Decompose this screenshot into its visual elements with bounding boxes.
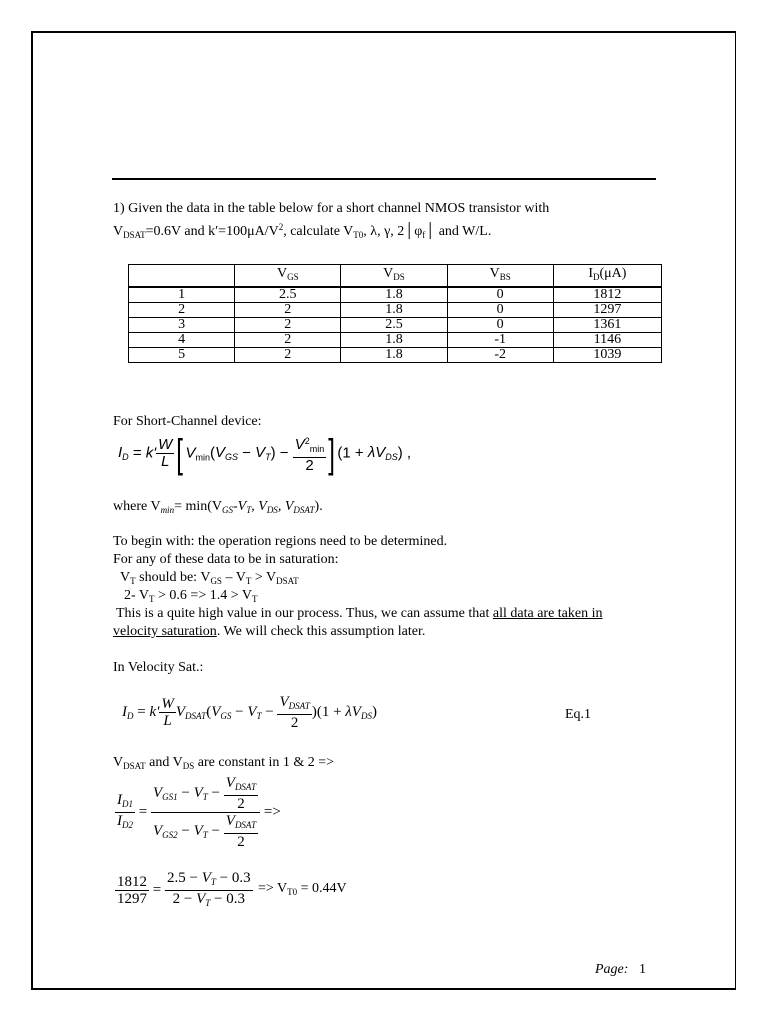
short-channel-equation: $I_D = k'$ $\frac{W}{L}$ [ $V_{min}(V_{GS} - V_T)$ − $\frac{V^2_{min}}{2}$ ] $(1 + \lambda V_{DS})$ , <box>118 431 412 476</box>
table-row <box>129 333 662 348</box>
ratio-equation: $\frac{I_{D1}}{I_{D2}}$ = $V_{GS1} - V_T$ − $\frac{V_{DSAT}}{2}$ $V_{GS2} - V_T$ − $\frac{V_{DSAT}}{2}$ => <box>117 775 281 850</box>
table-cell: 1.8 <box>341 333 447 348</box>
problem-line-1: 1) Given the data in the table below for a short channel NMOS transistor with <box>113 201 550 216</box>
table-cell: 5 <box>129 348 235 363</box>
page-number: 1 <box>638 962 646 977</box>
table-cell: 2.5 <box>235 287 341 303</box>
table-cell: 2 <box>235 303 341 318</box>
table-cell: 1.8 <box>341 287 447 303</box>
table-cell: 2 <box>235 333 341 348</box>
eq1-label: Eq.1 <box>565 707 592 722</box>
table-cell: -1 <box>447 333 553 348</box>
begin-line-1: To begin with: the operation regions need to be determined. <box>113 534 448 549</box>
begin-line-2: For any of these data to be in saturation: <box>113 552 339 567</box>
table-cell: 1.8 <box>341 303 447 318</box>
table-row <box>129 287 662 303</box>
table-cell: 1146 <box>553 333 661 348</box>
table-cell: 1 <box>129 287 235 303</box>
table-cell: 2 <box>235 318 341 333</box>
table-cell: 0 <box>447 287 553 303</box>
table-cell: 0 <box>447 318 553 333</box>
table-header-cell: $V_{DS}$ <box>341 265 447 288</box>
short-channel-heading: For Short-Channel device: <box>113 414 262 429</box>
header-rule <box>112 178 656 180</box>
table-cell: 2.5 <box>341 318 447 333</box>
page-footer: Page: 1 <box>595 962 646 977</box>
result-line: => $V_{T0} = 0.44V$ <box>258 881 347 897</box>
table-row <box>129 303 662 318</box>
table-cell: 2 <box>235 348 341 363</box>
begin-line-5: This is a quite high value in our process. Thus, we can assume that all data are taken in <box>116 606 603 621</box>
table-header-cell: $V_{BS}$ <box>447 265 553 288</box>
table-cell: 1.8 <box>341 348 447 363</box>
table-row <box>129 348 662 363</box>
begin-line-4: 2- $V_T > 0.6 => 1.4 > V_T$ <box>124 588 258 604</box>
begin-line-3: $V_T$ should be: $V_{GS} - V_T > V_{DSAT}$ <box>120 570 299 586</box>
velocity-sat-equation: $I_D = k'$ $\frac{W}{L}$ $V_{DSAT}(V_{GS} - V_T$ − $\frac{V_{DSAT}}{2}$ )$(1 + \lambda V_{DS})$ <box>122 694 377 731</box>
const-line: $V_{DSAT}$ and $V_{DS}$ are constant in 1 & 2 => <box>113 755 335 771</box>
where-line: where $V_{min}= \min(V_{GS}-V_T$, $V_{DS}$, $V_{DSAT}$). <box>113 499 323 515</box>
numeric-equation: $\frac{1812}{1297}$ = $\frac{2.5 - V_T - 0.3}{2 - V_T - 0.3}$ <box>117 870 251 908</box>
table-cell: 1039 <box>553 348 661 363</box>
problem-line-2: $V_{DSAT}=0.6V$ and $k'=100\mu A/V^2$, calculate $V_{T0}$, λ, γ, $2│\varphi_f│$ and W/L. <box>113 222 492 240</box>
data-table <box>128 264 662 363</box>
table-cell: 1812 <box>553 287 661 303</box>
table-cell: 4 <box>129 333 235 348</box>
table-header-cell: $I_D(\mu A)$ <box>553 265 661 288</box>
table-cell: 3 <box>129 318 235 333</box>
table-row <box>129 318 662 333</box>
table-header-row <box>129 265 662 288</box>
table-cell: 2 <box>129 303 235 318</box>
table-cell: 0 <box>447 303 553 318</box>
begin-line-6: velocity saturation. We will check this assumption later. <box>113 624 426 639</box>
table-header-cell <box>129 265 235 288</box>
table-cell: 1361 <box>553 318 661 333</box>
table-cell: 1297 <box>553 303 661 318</box>
vel-sat-heading: In Velocity Sat.: <box>113 660 204 675</box>
table-header-cell: $V_{GS}$ <box>235 265 341 288</box>
table-cell: -2 <box>447 348 553 363</box>
